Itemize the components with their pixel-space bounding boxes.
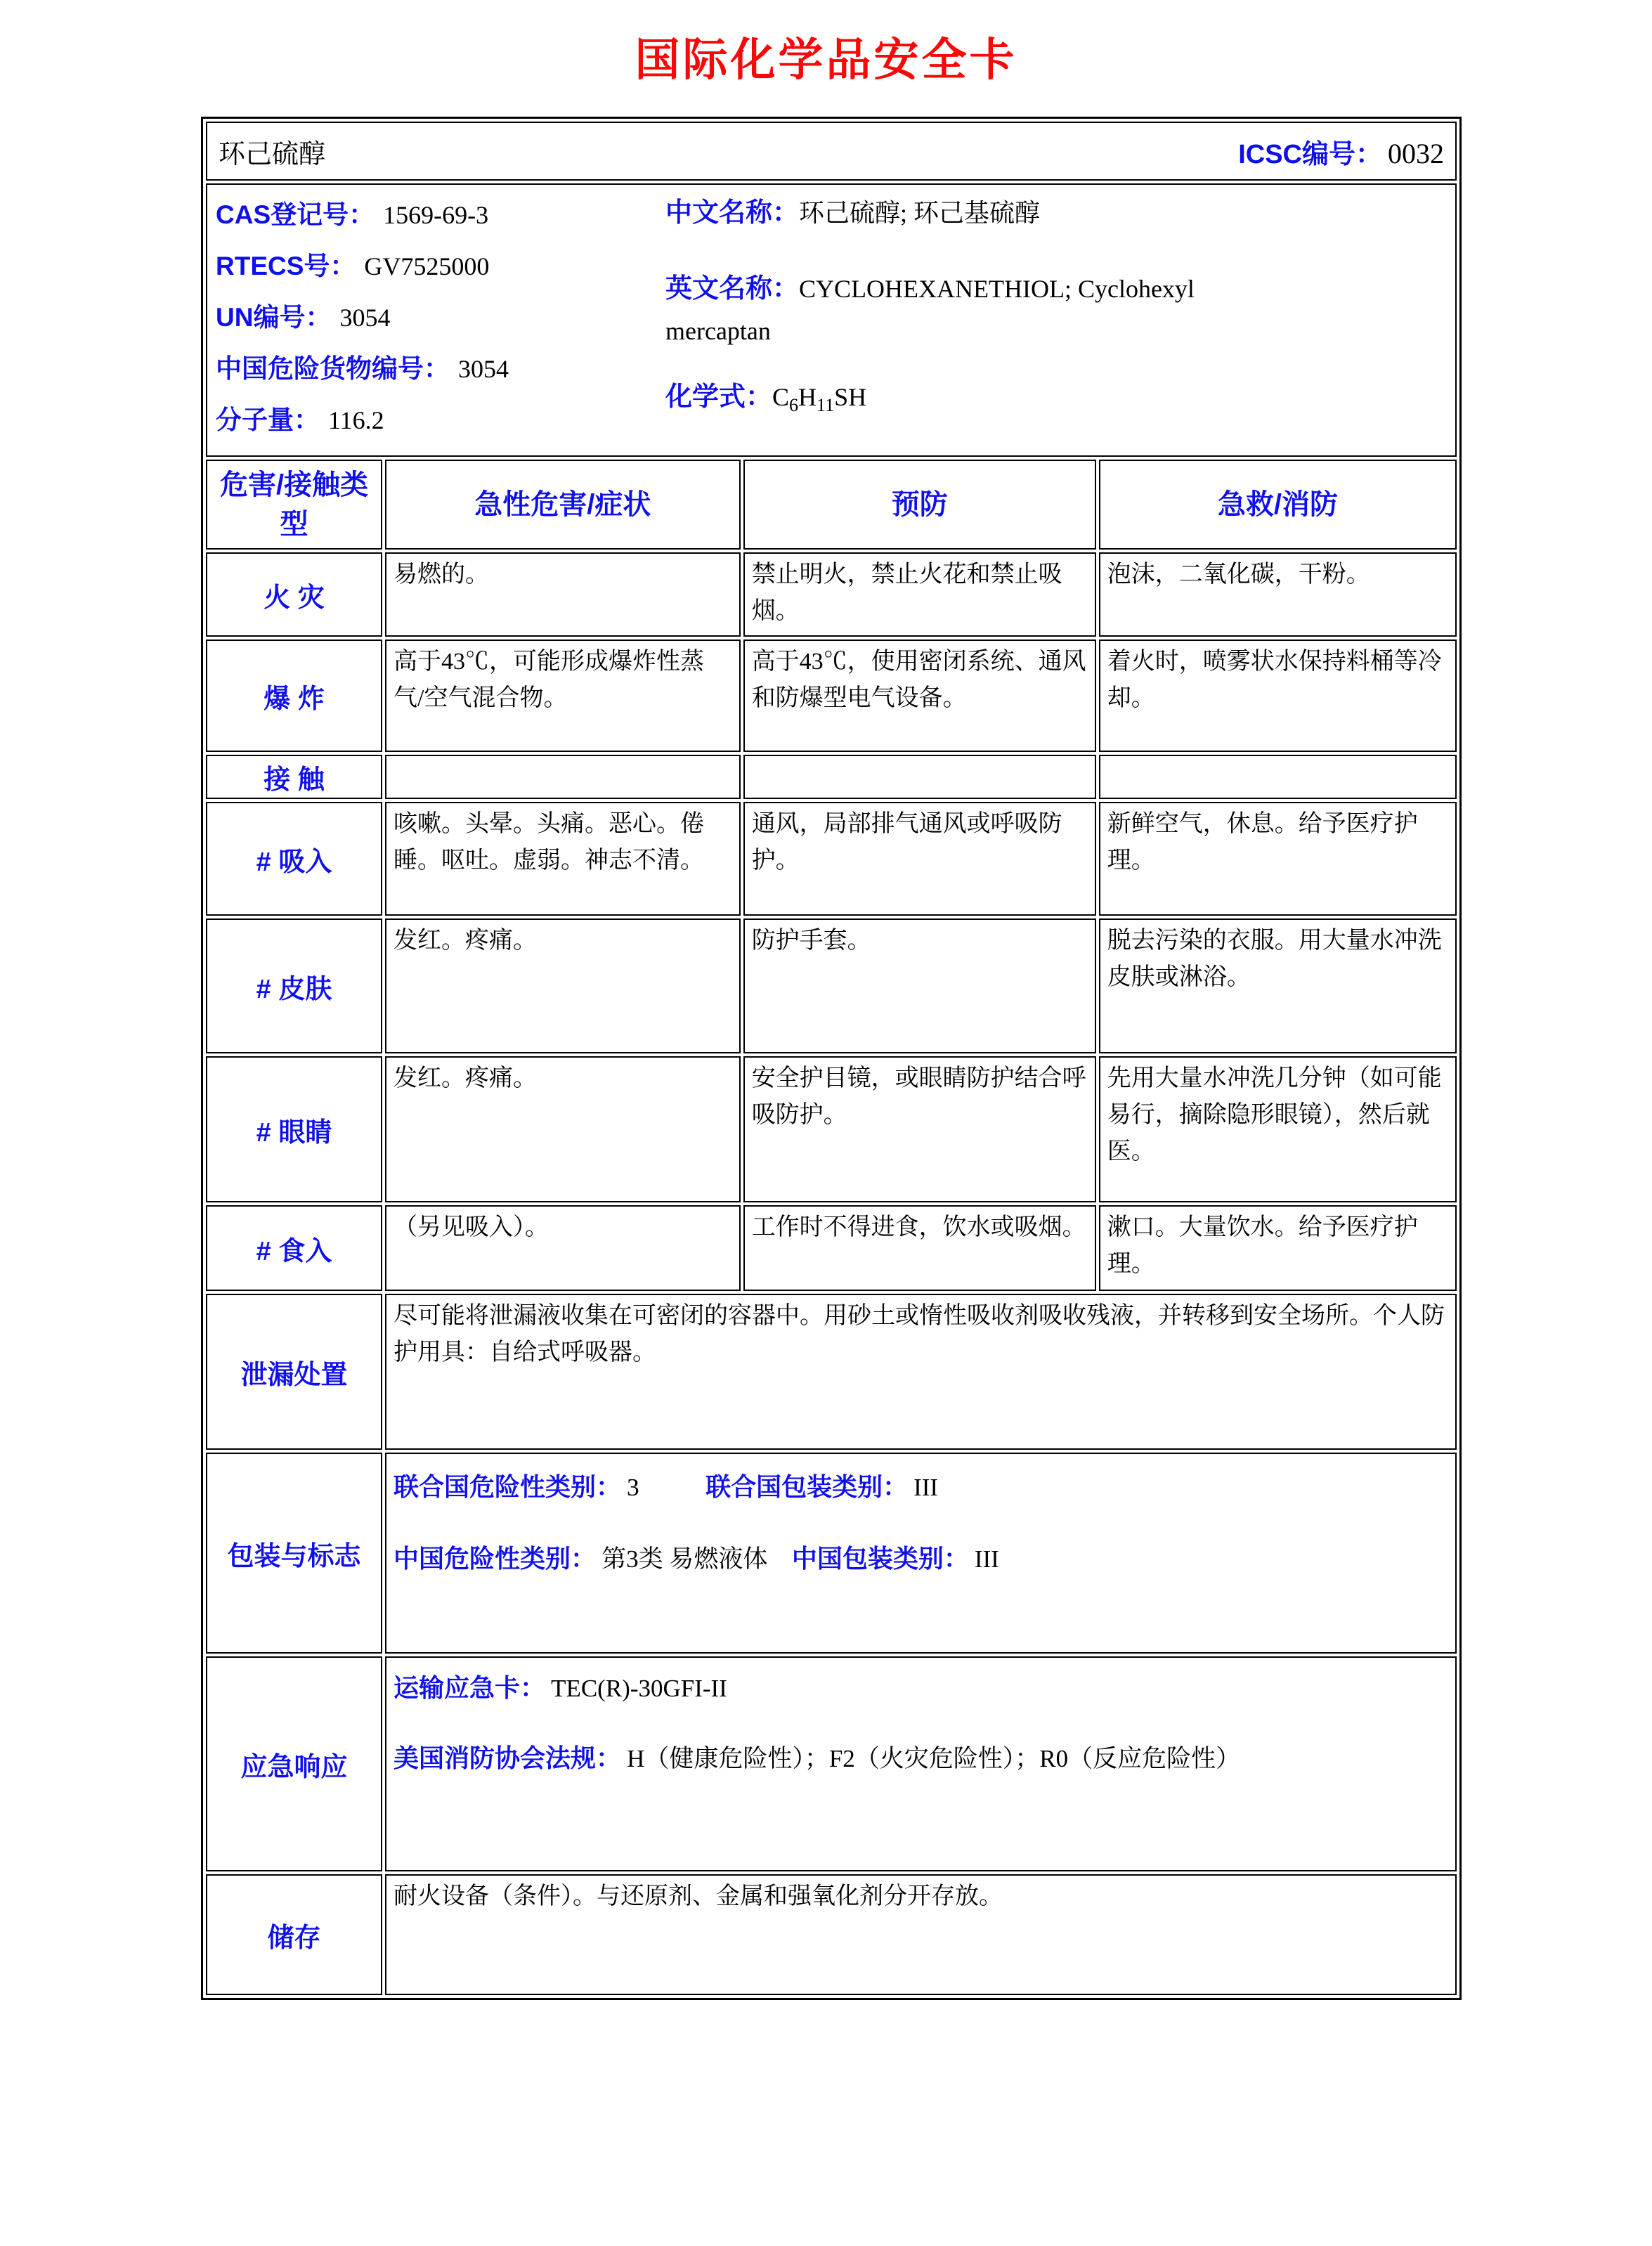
storage-label: 储存 bbox=[206, 1874, 382, 1995]
cn-dangerous-goods-value: 3054 bbox=[458, 355, 509, 383]
chinese-name-value: 环己硫醇; 环己基硫醇 bbox=[799, 199, 1041, 227]
hazard-row-skin bbox=[206, 918, 1457, 1053]
rtecs-number-label: RTECS号： bbox=[216, 252, 356, 280]
hazard-type-skin: # 皮肤 bbox=[206, 918, 382, 1053]
ingestion-symptoms: （另见吸入）。 bbox=[385, 1205, 741, 1291]
inhalation-symptoms: 咳嗽。头晕。头痛。恶心。倦睡。呕吐。虚弱。神志不清。 bbox=[385, 802, 741, 916]
inhalation-prevention: 通风，局部排气通风或呼吸防护。 bbox=[743, 802, 1096, 916]
english-name-line bbox=[665, 271, 1242, 355]
chemical-name: 环己硫醇 bbox=[219, 139, 326, 169]
skin-prevention: 防护手套。 bbox=[743, 918, 1096, 1053]
spill-disposal-row bbox=[206, 1294, 1457, 1450]
contact-symptoms bbox=[385, 755, 741, 799]
contact-firefighting bbox=[1099, 755, 1457, 799]
un-number-label: UN编号： bbox=[216, 303, 332, 332]
formula-label: 化学式： bbox=[665, 382, 773, 412]
un-hazard-class-value: 3 bbox=[627, 1474, 639, 1501]
hazard-type-contact: 接 触 bbox=[206, 755, 382, 799]
hazard-type-ingestion: # 食入 bbox=[206, 1205, 382, 1291]
icsc-number-label: ICSC编号： bbox=[1238, 139, 1382, 169]
cn-packing-group-value: III bbox=[974, 1545, 999, 1573]
un-number-line bbox=[216, 294, 665, 346]
nfpa-code-value: H（健康危险性）；F2（火灾危险性）；R0（反应危险性） bbox=[627, 1745, 1241, 1772]
hazard-row-inhalation bbox=[206, 802, 1457, 916]
hazard-header-firefighting: 急救/消防 bbox=[1099, 460, 1457, 550]
ingestion-firefighting: 漱口。大量饮水。给予医疗护理。 bbox=[1099, 1205, 1457, 1291]
un-number-value: 3054 bbox=[339, 304, 391, 332]
name-list bbox=[665, 192, 1242, 448]
tec-card-line bbox=[394, 1669, 1448, 1708]
cas-number-value: 1569-69-3 bbox=[383, 201, 489, 229]
rtecs-number-line bbox=[216, 243, 665, 294]
card-header-row bbox=[206, 122, 1457, 181]
contact-prevention bbox=[743, 755, 1096, 799]
inhalation-firefighting: 新鲜空气，休息。给予医疗护理。 bbox=[1099, 802, 1457, 916]
hazard-type-explosion: 爆 炸 bbox=[206, 640, 382, 752]
hazard-type-eyes: # 眼睛 bbox=[206, 1056, 382, 1202]
hazard-row-eyes bbox=[206, 1056, 1457, 1202]
explosion-prevention: 高于43℃，使用密闭系统、通风和防爆型电气设备。 bbox=[743, 640, 1096, 752]
storage-text: 耐火设备（条件）。与还原剂、金属和强氧化剂分开存放。 bbox=[385, 1874, 1457, 1995]
hazard-header-row bbox=[206, 460, 1457, 550]
fire-firefighting: 泡沫，二氧化碳，干粉。 bbox=[1099, 552, 1457, 637]
eyes-firefighting: 先用大量水冲洗几分钟（如可能易行，摘除隐形眼镜），然后就医。 bbox=[1099, 1056, 1457, 1202]
eyes-prevention: 安全护目镜，或眼睛防护结合呼吸防护。 bbox=[743, 1056, 1096, 1202]
ingestion-prevention: 工作时不得进食，饮水或吸烟。 bbox=[743, 1205, 1096, 1291]
hazard-header-type: 危害/接触类型 bbox=[206, 460, 382, 550]
un-classification-line bbox=[394, 1468, 1448, 1507]
un-packing-group-value: III bbox=[913, 1474, 939, 1501]
tec-card-label: 运输应急卡： bbox=[394, 1673, 546, 1702]
identification-row bbox=[206, 183, 1457, 457]
formula-value: $C_6H_{11}SH$ bbox=[772, 383, 867, 416]
eyes-symptoms: 发红。疼痛。 bbox=[385, 1056, 741, 1202]
hazard-type-fire: 火 灾 bbox=[206, 552, 382, 637]
cn-dangerous-goods-label: 中国危险货物编号： bbox=[216, 354, 450, 383]
skin-symptoms: 发红。疼痛。 bbox=[385, 918, 741, 1053]
english-name-label: 英文名称： bbox=[665, 274, 800, 304]
nfpa-code-label: 美国消防协会法规： bbox=[394, 1744, 622, 1772]
un-packing-group-label: 联合国包装类别： bbox=[705, 1472, 909, 1501]
emergency-response-label: 应急响应 bbox=[206, 1656, 382, 1871]
page-title: 国际化学品安全卡 bbox=[635, 35, 1017, 85]
fire-symptoms: 易燃的。 bbox=[385, 552, 741, 637]
identification-cell bbox=[206, 183, 1457, 457]
cn-packing-group-label: 中国包装类别： bbox=[791, 1544, 969, 1573]
card-header-cell bbox=[206, 122, 1457, 181]
identifier-list bbox=[216, 192, 665, 448]
formula-line bbox=[665, 379, 1242, 424]
explosion-symptoms: 高于43℃，可能形成爆炸性蒸气/空气混合物。 bbox=[385, 640, 741, 752]
packaging-row bbox=[206, 1453, 1457, 1654]
cn-hazard-class-value: 第3类 易燃液体 bbox=[601, 1545, 768, 1573]
fire-prevention: 禁止明火，禁止火花和禁止吸烟。 bbox=[743, 552, 1096, 637]
storage-row bbox=[206, 1874, 1457, 1995]
icsc-card-table bbox=[201, 117, 1462, 2000]
rtecs-number-value: GV7525000 bbox=[364, 252, 490, 280]
spill-disposal-label: 泄漏处置 bbox=[206, 1294, 382, 1450]
cn-hazard-class-label: 中国危险性类别： bbox=[394, 1544, 597, 1573]
icsc-number-value: 0032 bbox=[1388, 137, 1444, 169]
hazard-header-symptoms: 急性危害/症状 bbox=[385, 460, 741, 550]
nfpa-code-line bbox=[394, 1739, 1448, 1779]
cas-number-label: CAS登记号： bbox=[216, 200, 375, 229]
packaging-label: 包装与标志 bbox=[206, 1453, 382, 1654]
cn-classification-line bbox=[394, 1540, 1448, 1579]
emergency-response-row bbox=[206, 1656, 1457, 1871]
hazard-row-explosion bbox=[206, 640, 1457, 752]
hazard-type-inhalation: # 吸入 bbox=[206, 802, 382, 916]
skin-firefighting: 脱去污染的衣服。用大量水冲洗皮肤或淋浴。 bbox=[1099, 918, 1457, 1053]
chinese-name-label: 中文名称： bbox=[665, 198, 800, 228]
chinese-name-line bbox=[665, 195, 1242, 237]
cas-number-line bbox=[216, 192, 665, 243]
hazard-header-prevention: 预防 bbox=[743, 460, 1096, 550]
icsc-number-group bbox=[1238, 132, 1444, 171]
cn-dangerous-goods-line bbox=[216, 346, 665, 397]
emergency-response-cell bbox=[385, 1656, 1457, 1871]
explosion-firefighting: 着火时，喷雾状水保持料桶等冷却。 bbox=[1099, 640, 1457, 752]
molecular-weight-value: 116.2 bbox=[328, 406, 384, 434]
un-hazard-class-label: 联合国危险性类别： bbox=[394, 1472, 622, 1501]
hazard-row-fire bbox=[206, 552, 1457, 637]
molecular-weight-label: 分子量： bbox=[216, 405, 320, 434]
english-name-value: CYCLOHEXANETHIOL; Cyclohexyl mercaptan bbox=[665, 275, 1195, 345]
hazard-row-ingestion bbox=[206, 1205, 1457, 1291]
packaging-cell bbox=[385, 1453, 1457, 1654]
molecular-weight-line bbox=[216, 397, 665, 448]
tec-card-value: TEC(R)-30GFI-II bbox=[551, 1675, 727, 1702]
spill-disposal-text: 尽可能将泄漏液收集在可密闭的容器中。用砂土或惰性吸收剂吸收残液，并转移到安全场所。个人防护用具：自给式呼吸器。 bbox=[385, 1294, 1457, 1450]
hazard-row-contact bbox=[206, 755, 1457, 799]
